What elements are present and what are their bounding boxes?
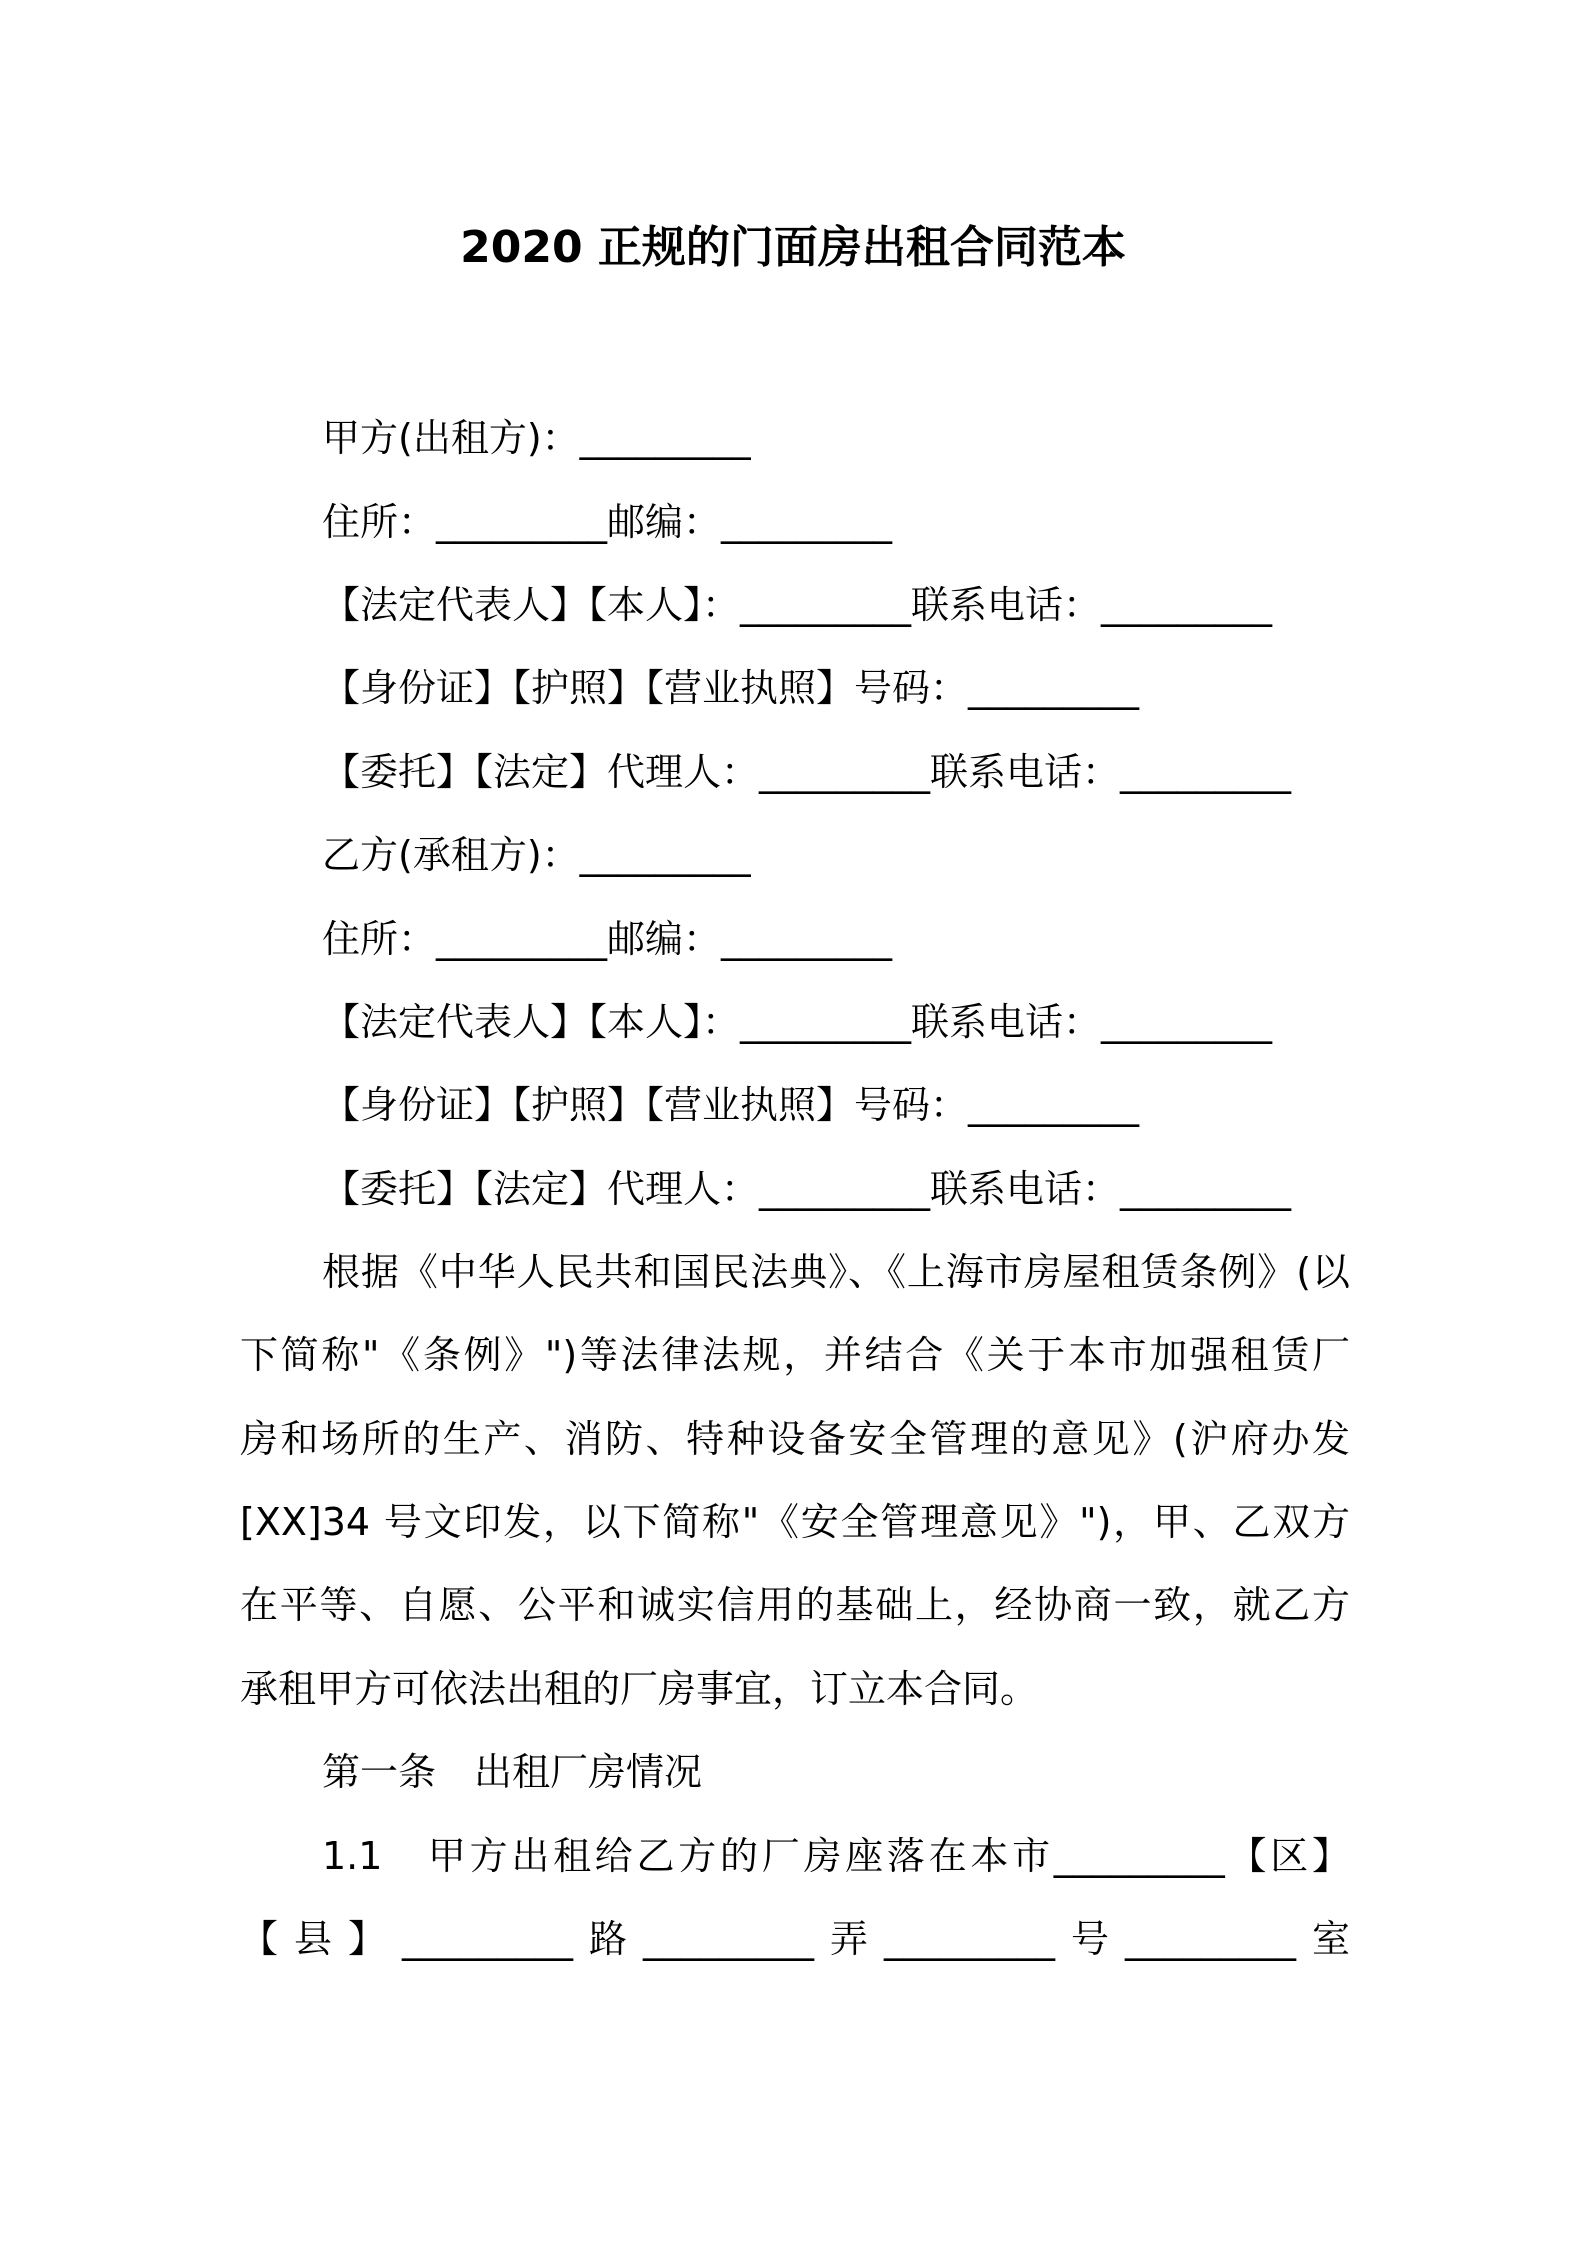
preamble-line: 在平等、自愿、公平和诚实信用的基础上，经协商一致，就乙方 — [240, 1583, 1350, 1627]
lessor-id-line: 【身份证】【护照】【营业执照】号码：_________ — [322, 666, 1140, 710]
clause-line: 【县】_________路_________弄_________号_________室 — [240, 1917, 1350, 1961]
clause-line: 1.1 甲方出租给乙方的厂房座落在本市_________【区】 — [322, 1834, 1350, 1878]
lessee-agent-line: 【委托】【法定】代理人：_________联系电话：_________ — [322, 1167, 1292, 1211]
preamble-line: 下简称"《条例》")等法律法规，并结合《关于本市加强租赁厂 — [240, 1333, 1350, 1377]
lessor-name-line: 甲方(出租方)：_________ — [322, 416, 751, 460]
preamble-line: 房和场所的生产、消防、特种设备安全管理的意见》(沪府办发 — [240, 1417, 1350, 1461]
preamble-line: 承租甲方可依法出租的厂房事宜，订立本合同。 — [240, 1667, 1039, 1711]
lessee-representative-line: 【法定代表人】【本人】：_________联系电话：_________ — [322, 1000, 1273, 1044]
document-title: 2020 正规的门面房出租合同范本 — [460, 222, 1126, 273]
lessor-agent-line: 【委托】【法定】代理人：_________联系电话：_________ — [322, 750, 1292, 794]
lessee-name-line: 乙方(承租方)：_________ — [322, 833, 751, 877]
lessee-id-line: 【身份证】【护照】【营业执照】号码：_________ — [322, 1083, 1140, 1127]
preamble-line: [XX]34 号文印发，以下简称"《安全管理意见》")，甲、乙双方 — [240, 1500, 1350, 1544]
lessor-representative-line: 【法定代表人】【本人】：_________联系电话：_________ — [322, 583, 1273, 627]
preamble-line: 根据《中华人民共和国民法典》、《上海市房屋租赁条例》(以 — [322, 1250, 1350, 1294]
lessor-address-line: 住所：_________邮编：_________ — [322, 500, 893, 544]
lessee-address-line: 住所：_________邮编：_________ — [322, 917, 893, 961]
article-heading: 第一条 出租厂房情况 — [322, 1750, 703, 1794]
